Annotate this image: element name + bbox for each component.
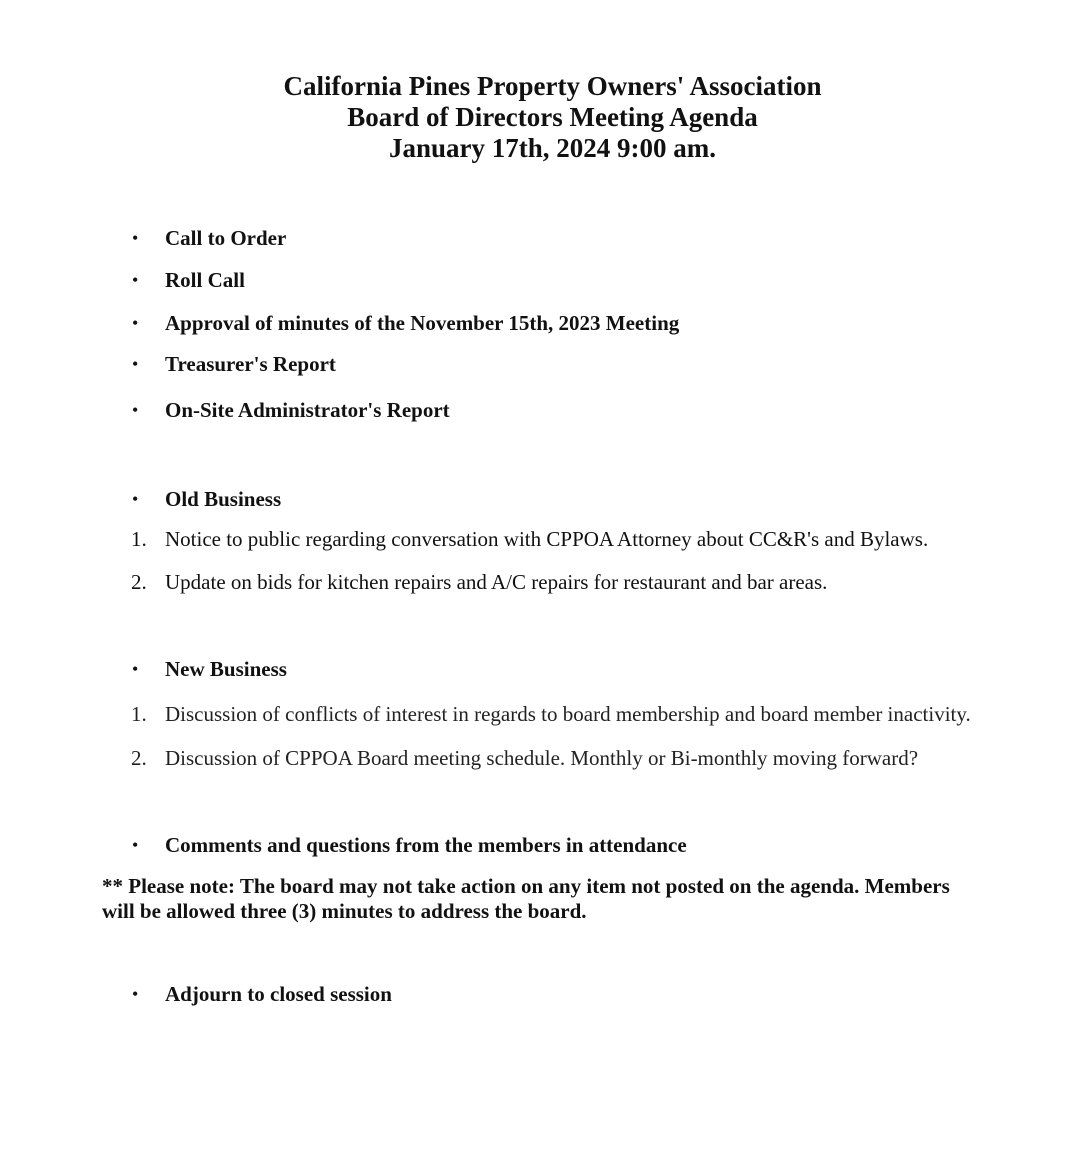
list-item-text: Update on bids for kitchen repairs and A/C repairs for restaurant and bar areas. [165,570,828,594]
list-number: 1. [131,527,147,551]
document-title [0,71,1080,164]
agenda-item-approval-of-minutes [0,308,1080,338]
agenda-item-label: Adjourn to closed session [165,982,392,1006]
list-number: 2. [131,570,147,594]
agenda-item-call-to-order [0,223,1080,253]
association-name: California Pines Property Owners' Association [283,71,822,101]
agenda-note: ** Please note: The board may not take action on any item not posted on the agenda. Members will be allowed three (3) minutes to address the board. [102,874,950,923]
list-item-text: Discussion of CPPOA Board meeting schedule. Monthly or Bi-monthly moving forward? [165,746,919,770]
new-business-item-2 [0,743,1080,773]
new-business-item-1 [0,699,1080,729]
bullet-icon: • [132,489,139,509]
old-business-item-1 [0,524,1080,554]
agenda-item-treasurers-report [0,349,1080,379]
old-business-item-2 [0,567,1080,597]
agenda-item-roll-call [0,265,1080,295]
section-heading-label: New Business [165,657,287,681]
agenda-item-adjourn [0,979,1080,1009]
agenda-item-member-comments [0,830,1080,860]
agenda-item-label: Approval of minutes of the November 15th, 2023 Meeting [165,311,680,335]
list-number: 1. [131,702,147,726]
bullet-icon: • [132,984,139,1004]
section-heading-old-business [0,484,1080,514]
bullet-icon: • [132,313,139,333]
bullet-icon: • [132,228,139,248]
agenda-item-label: Comments and questions from the members in attendance [165,833,687,857]
list-item-text: Notice to public regarding conversation with CPPOA Attorney about CC&R's and Bylaws. [165,527,929,551]
section-heading-label: Old Business [165,487,282,511]
bullet-icon: • [132,354,139,374]
bullet-icon: • [132,659,139,679]
list-number: 2. [131,746,147,770]
bullet-icon: • [132,400,139,420]
agenda-item-label: On-Site Administrator's Report [165,398,450,422]
meeting-date: January 17th, 2024 9:00 am. [388,133,716,163]
agenda-item-label: Call to Order [165,226,287,250]
agenda-item-administrators-report [0,395,1080,425]
list-item-text: Discussion of conflicts of interest in regards to board membership and board member inactivity. [165,702,971,726]
bullet-icon: • [132,270,139,290]
agenda-item-label: Roll Call [165,268,245,292]
bullet-icon: • [132,835,139,855]
meeting-type: Board of Directors Meeting Agenda [347,102,758,132]
agenda-item-label: Treasurer's Report [165,352,336,376]
section-heading-new-business [0,654,1080,684]
